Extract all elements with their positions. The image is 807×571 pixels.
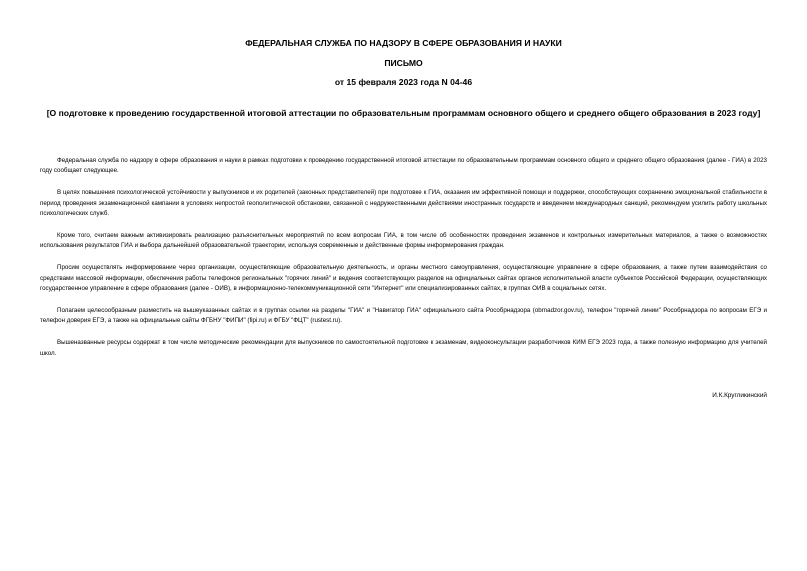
- agency-name: ФЕДЕРАЛЬНАЯ СЛУЖБА ПО НАДЗОРУ В СФЕРЕ ОБРАЗОВАНИЯ И НАУКИ: [245, 38, 562, 48]
- body-paragraph: Полагаем целесообразным разместить на вышеуказанных сайтах и в группах ссылки на разделы "ГИА" и "Навигатор ГИА" официального сайта Рособрнадзора (obrnadzor.gov.ru), телефон "горячей линии" Рособрнадзора по вопросам ЕГЭ и телефон доверия ЕГЭ, а также на официальные сайты ФГБНУ "ФИПИ" (fipi.ru) и ФГБУ "ФЦТ" (rustest.ru).: [40, 307, 767, 325]
- body-paragraph: В целях повышения психологической устойчивости у выпускников и их родителей (законных представителей) при подготовке к ГИА, оказания им эффективной помощи и поддержки, способствующих сохранению эмоциональной стабильности в период проведения экзаменационной кампании в условиях непростой геополитической обстановки, связанной с недружественными действиями иностранных государств и введением международных санкций, рекомендуем усилить работу школьных психологических служб.: [40, 189, 767, 217]
- document-date-number: от 15 февраля 2023 года N 04-46: [334, 77, 473, 87]
- signature: И.К.Кругликинский: [712, 392, 767, 399]
- document-body: [40, 156, 767, 371]
- body-paragraph: Просим осуществлять информирование через организации, осуществляющие образовательную деятельность, и органы местного самоуправления, осуществляющие управление в сфере образования, а также путем взаимодействия со средствами массовой информации, обеспечения работы телефонов региональных "горячих линий" и ведения соответствующих разделов на официальных сайтах органов исполнительной власти субъектов Российской Федерации, осуществляющих государственное управление в сфере образования (далее - ОИВ), в информационно-телекоммуникационной сети "Интернет" или специализированных сайтах, в группах ОИВ в социальных сетях.: [40, 264, 767, 292]
- document-title: [О подготовке к проведению государственной итоговой аттестации по образовательным программам основного общего и среднего общего образования в 2023 году]: [46, 108, 761, 118]
- document-type: ПИСЬМО: [384, 58, 423, 68]
- body-paragraph: Вышеназванные ресурсы содержат в том числе методические рекомендации для выпускников по самостоятельной подготовке к экзаменам, видеоконсультации разработчиков КИМ ЕГЭ 2023 года, а также полезную информацию для учителей школ.: [40, 339, 767, 357]
- body-paragraph: Федеральная служба по надзору в сфере образования и науки в рамках подготовки к проведению государственной итоговой аттестации по образовательным программам основного общего и среднего общего образования (далее - ГИА) в 2023 году сообщает следующее.: [40, 157, 767, 175]
- body-paragraph: Кроме того, считаем важным активизировать реализацию разъяснительных мероприятий по всем вопросам ГИА, в том числе об особенностях проведения экзаменов и контрольных измерительных материалов, а также о возможностях использования результатов ГИА и выбора дальнейшей образовательной траектории, используя современные и действенные формы информирования граждан.: [40, 232, 767, 250]
